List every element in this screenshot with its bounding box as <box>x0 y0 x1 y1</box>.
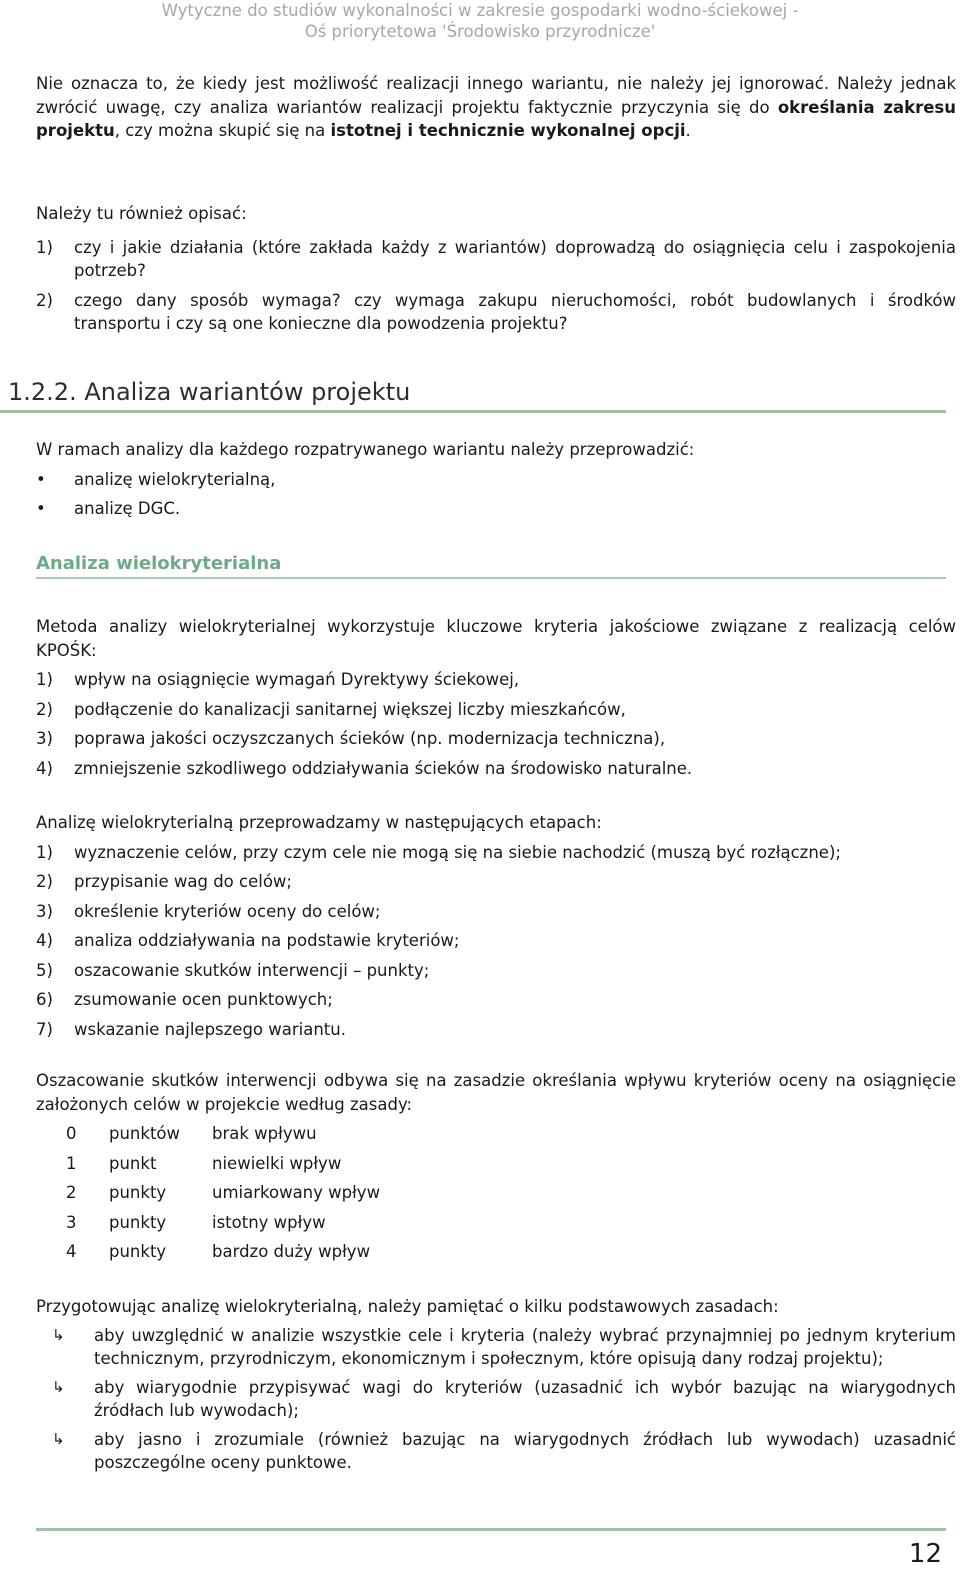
rule-item <box>36 1376 956 1423</box>
arrow-icon: ↳ <box>52 1377 65 1396</box>
bullet-item <box>36 497 956 521</box>
list-item-text: określenie kryteriów oceny do celów; <box>74 901 381 921</box>
score-unit: punktów <box>109 1124 181 1143</box>
header-line-2: Oś priorytetowa 'Środowisko przyrodnicze' <box>304 22 656 41</box>
stages-lead: Analizę wielokryterialną przeprowadzamy w następujących etapach: <box>36 813 602 832</box>
section-heading: 1.2.2. Analiza wariantów projektu <box>8 378 411 406</box>
list-item-text: czy i jakie działania (które zakłada każdy z wariantów) doprowadzą do osiągnięcia celu i zaspokojenia potrzeb? <box>74 237 956 280</box>
list-item-text: wskazanie najlepszego wariantu. <box>74 1019 346 1039</box>
section-lead: W ramach analizy dla każdego rozpatrywanego wariantu należy przeprowadzić: <box>36 440 695 459</box>
score-unit: punkty <box>109 1242 167 1261</box>
scoring-lead: Oszacowanie skutków interwencji odbywa się na zasadzie określania wpływu kryteriów oceny na osiągnięcie założonych celów w projekcie według zasady: <box>36 1071 956 1114</box>
list-item <box>36 929 956 953</box>
score-value: 2 <box>66 1183 77 1202</box>
list-item-number: 2) <box>36 290 53 310</box>
list-item-number: 4) <box>36 931 53 950</box>
score-description: brak wpływu <box>212 1124 317 1143</box>
list-item <box>36 698 956 722</box>
header-line-1: Wytyczne do studiów wykonalności w zakresie gospodarki wodno-ściekowej - <box>161 1 799 20</box>
list-item-number: 7) <box>36 1019 53 1039</box>
scoring-row <box>36 1181 956 1205</box>
describe-list <box>36 236 956 336</box>
list-item-text: analiza oddziaływania na podstawie kryteriów; <box>74 931 460 950</box>
intro-text-1: Nie oznacza to, że kiedy jest możliwość realizacji innego wariantu, nie należy jej ignorować. Należy jednak zwrócić uwagę, czy analiza wariantów realizacji projektu faktycznie przyczynia się do <box>36 74 956 117</box>
rules-list <box>36 1324 956 1475</box>
document-header <box>0 0 960 42</box>
list-item <box>36 959 956 983</box>
list-item <box>36 727 956 751</box>
intro-text-3: . <box>685 121 691 140</box>
page-number: 12 <box>908 1539 942 1569</box>
bullet-icon: • <box>36 499 46 518</box>
list-item-text: poprawa jakości oczyszczanych ścieków (np. modernizacja techniczna), <box>74 729 666 748</box>
list-item-number: 1) <box>36 670 53 689</box>
scoring-block <box>36 1069 956 1264</box>
list-item <box>36 668 956 692</box>
rule-item <box>36 1428 956 1475</box>
describe-lead: Należy tu również opisać: <box>36 204 247 223</box>
arrow-icon: ↳ <box>52 1429 65 1448</box>
rule-text: aby jasno i zrozumiale (również bazując na wiarygodnych źródłach lub wywodach) uzasadnić poszczególne oceny punktowe. <box>94 1429 956 1472</box>
score-description: istotny wpływ <box>212 1212 326 1232</box>
scoring-table <box>36 1122 956 1264</box>
list-item <box>36 870 956 894</box>
list-item <box>36 1018 956 1042</box>
score-description: bardzo duży wpływ <box>212 1242 371 1261</box>
list-item-number: 5) <box>36 960 53 980</box>
list-item <box>36 988 956 1012</box>
list-item-number: 2) <box>36 699 53 719</box>
rule-text: aby uwzględnić w analizie wszystkie cele i kryteria (należy wybrać przynajmniej po jednym kryterium technicznym, przyrodniczym, ekonomicznym i społecznym, które opisują dany rodzaj projektu); <box>94 1325 956 1368</box>
list-item-text: zmniejszenie szkodliwego oddziaływania ścieków na środowisko naturalne. <box>74 758 693 778</box>
list-item <box>36 900 956 924</box>
list-item-number: 6) <box>36 990 53 1009</box>
list-item <box>36 841 956 865</box>
scoring-row <box>36 1240 956 1264</box>
list-item-text: podłączenie do kanalizacji sanitarnej większej liczby mieszkańców, <box>74 699 626 719</box>
stages-list <box>36 841 956 1042</box>
score-unit: punkty <box>109 1212 167 1232</box>
bullet-list <box>36 468 956 521</box>
subsection-heading: Analiza wielokryterialna <box>36 553 282 574</box>
score-description: niewielki wpływ <box>212 1153 342 1173</box>
bullet-text: analizę wielokryterialną, <box>74 469 276 489</box>
rules-block <box>36 1295 956 1475</box>
list-item <box>36 757 956 781</box>
list-item-text: wpływ na osiągnięcie wymagań Dyrektywy ściekowej, <box>74 670 520 689</box>
intro-text-2: , czy można skupić się na <box>114 121 331 140</box>
list-item-text: zsumowanie ocen punktowych; <box>74 990 333 1009</box>
score-unit: punkt <box>109 1153 157 1173</box>
scoring-row <box>36 1211 956 1235</box>
bullet-icon: • <box>36 469 46 489</box>
list-item-number: 3) <box>36 901 53 921</box>
rule-text: aby wiarygodnie przypisywać wagi do kryteriów (uzasadnić ich wybór bazując na wiarygodnych źródłach lub wywodach); <box>94 1377 956 1420</box>
score-value: 3 <box>66 1212 77 1232</box>
arrow-icon: ↳ <box>52 1325 65 1344</box>
criteria-block <box>36 615 956 780</box>
score-value: 1 <box>66 1153 77 1173</box>
intro-bold-2: istotnej i technicznie wykonalnej opcji <box>330 121 686 140</box>
list-item-text: czego dany sposób wymaga? czy wymaga zakupu nieruchomości, robót budowlanych i środków transportu i czy są one konieczne dla powodzenia projektu? <box>74 290 956 333</box>
list-item-number: 2) <box>36 872 53 891</box>
list-item-number: 1) <box>36 842 53 862</box>
score-value: 0 <box>66 1124 77 1143</box>
scoring-row <box>36 1152 956 1176</box>
rule-item <box>36 1324 956 1371</box>
bullet-text: analizę DGC. <box>74 499 181 518</box>
score-description: umiarkowany wpływ <box>212 1183 381 1202</box>
score-unit: punkty <box>109 1183 167 1202</box>
section-heading-rule <box>0 410 946 413</box>
list-item <box>36 236 956 283</box>
criteria-lead: Metoda analizy wielokryterialnej wykorzystuje kluczowe kryteria jakościowe związane z realizacją celów KPOŚK: <box>36 617 956 660</box>
list-item-number: 1) <box>36 237 53 257</box>
list-item-number: 3) <box>36 729 53 748</box>
list-item-number: 4) <box>36 758 53 778</box>
scoring-row <box>36 1122 956 1146</box>
intro-bold-1: określania zakresu projektu <box>36 97 956 140</box>
list-item <box>36 289 956 336</box>
intro-paragraph <box>36 72 956 143</box>
list-item-text: oszacowanie skutków interwencji – punkty; <box>74 960 430 980</box>
rules-lead: Przygotowując analizę wielokryterialną, należy pamiętać o kilku podstawowych zasadach: <box>36 1297 779 1316</box>
subsection-heading-rule <box>36 577 946 579</box>
list-item-text: wyznaczenie celów, przy czym cele nie mogą się na siebie nachodzić (muszą być rozłączne); <box>74 842 841 862</box>
criteria-list <box>36 668 956 780</box>
bullet-item <box>36 468 956 492</box>
score-value: 4 <box>66 1242 77 1261</box>
section-intro <box>36 438 956 521</box>
footer-rule <box>36 1528 946 1531</box>
list-item-text: przypisanie wag do celów; <box>74 872 292 891</box>
stages-block <box>36 811 956 1041</box>
describe-block <box>36 202 956 336</box>
